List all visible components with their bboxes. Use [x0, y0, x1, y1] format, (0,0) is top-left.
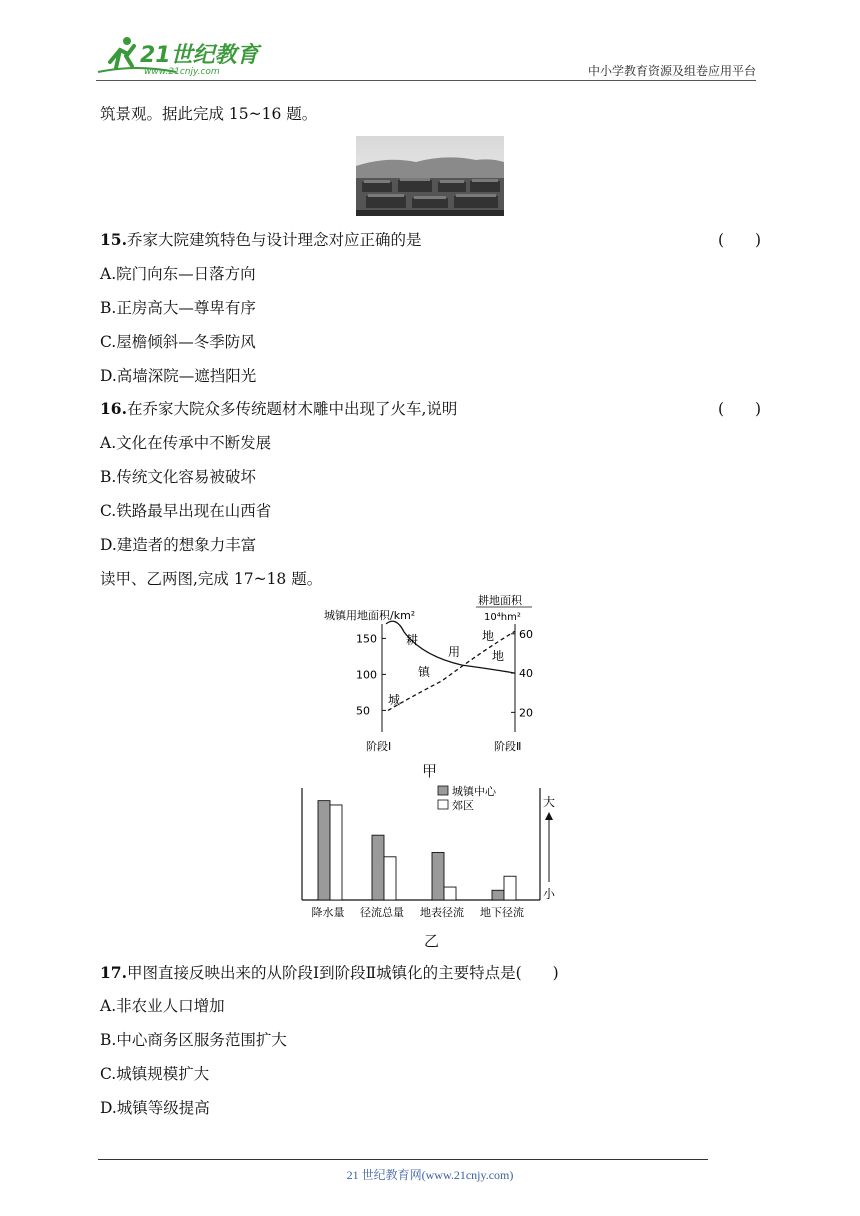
- figure-a-line-chart: [320, 592, 540, 757]
- left-tick-label: 100: [356, 668, 377, 682]
- q17-option-c: C.城镇规模扩大: [100, 1065, 210, 1083]
- q17-number: 17.: [100, 963, 127, 982]
- figure-b-bar-chart: [290, 782, 570, 922]
- bar-suburb: [504, 876, 516, 900]
- intro-line: 筑景观。据此完成 15~16 题。: [100, 105, 318, 123]
- bar-suburb: [384, 857, 396, 900]
- category-label: 地表径流: [420, 906, 464, 919]
- bar-suburb: [444, 887, 456, 900]
- bar-urban-center: [492, 890, 504, 900]
- category-label: 降水量: [311, 906, 345, 919]
- right-tick-label: 20: [519, 706, 533, 720]
- farmland-label-2: 地: [482, 629, 495, 643]
- header-platform-text: 中小学教育资源及组卷应用平台: [587, 64, 756, 78]
- q15-text: 乔家大院建筑特色与设计理念对应正确的是: [126, 231, 422, 249]
- figure-a-caption: 甲: [422, 762, 438, 780]
- q17-option-d: D.城镇等级提高: [100, 1099, 210, 1117]
- q16-option-a: A.文化在传承中不断发展: [100, 434, 272, 452]
- legend-urban-center: 城镇中心: [452, 785, 496, 798]
- q15-option-d: D.高墙深院—遮挡阳光: [100, 367, 257, 385]
- site-logo: [96, 34, 266, 78]
- q15-answer-paren: ( ): [718, 231, 762, 249]
- bar-urban-center: [432, 852, 444, 900]
- logo-text: 21世纪教育: [140, 43, 259, 68]
- right-axis-label-top: 耕地面积: [478, 594, 522, 607]
- legend-swatch-urban-center: [438, 786, 448, 795]
- page-header: [96, 34, 756, 80]
- x-label-stage-1: 阶段Ⅰ: [366, 740, 392, 753]
- q15-number: 15.: [100, 230, 127, 249]
- right-tick-label: 40: [519, 667, 533, 681]
- header-divider: [96, 80, 756, 81]
- q15-option-b: B.正房高大—尊卑有序: [100, 299, 256, 317]
- page-footer: 21 世纪教育网(www.21cnjy.com): [346, 1168, 514, 1182]
- bar-urban-center: [318, 801, 330, 900]
- q16-option-b: B.传统文化容易被破坏: [100, 468, 256, 486]
- legend-swatch-suburb: [438, 800, 448, 809]
- footer-divider: [98, 1159, 708, 1160]
- q16-option-d: D.建造者的想象力丰富: [100, 536, 257, 554]
- q16-text: 在乔家大院众多传统题材木雕中出现了火车,说明: [126, 400, 458, 418]
- q16-stem: [100, 399, 457, 419]
- courtyard-photo: [356, 136, 504, 216]
- category-label: 地下径流: [480, 906, 524, 919]
- left-axis-label: 城镇用地面积/km²: [324, 609, 416, 622]
- urban-label-3: 用: [448, 645, 461, 659]
- category-label: 径流总量: [360, 906, 404, 919]
- bar-urban-center: [372, 835, 384, 900]
- left-tick-label: 50: [356, 704, 370, 718]
- read-instruction: 读甲、乙两图,完成 17~18 题。: [100, 570, 323, 588]
- bar-suburb: [330, 805, 342, 900]
- logo-url: www.21cnjy.com: [144, 67, 220, 77]
- x-label-stage-2: 阶段Ⅱ: [494, 740, 522, 753]
- q16-answer-paren: ( ): [718, 400, 762, 418]
- urban-label-2: 镇: [418, 665, 431, 679]
- q17-stem: [100, 963, 559, 983]
- figure-b-caption: 乙: [424, 932, 440, 950]
- right-tick-label: 60: [519, 627, 533, 641]
- q15-stem: [100, 230, 421, 250]
- axis-arrow-icon: [545, 812, 553, 820]
- q15-option-c: C.屋檐倾斜—冬季防风: [100, 333, 256, 351]
- q17-option-a: A.非农业人口增加: [100, 997, 225, 1015]
- q16-number: 16.: [100, 399, 127, 418]
- axis-top-label: 大: [543, 795, 556, 809]
- farmland-label-3: 地: [492, 649, 505, 663]
- farmland-label-1: 耕: [406, 633, 419, 647]
- q17-option-b: B.中心商务区服务范围扩大: [100, 1031, 287, 1049]
- urban-label-1: 城: [388, 693, 401, 707]
- legend-suburb: 郊区: [452, 799, 474, 812]
- axis-bottom-label: 小: [543, 887, 556, 901]
- right-axis-label-bottom: 10⁴hm²: [484, 612, 521, 623]
- q15-option-a: A.院门向东—日落方向: [100, 265, 256, 283]
- left-tick-label: 150: [356, 632, 377, 646]
- q16-option-c: C.铁路最早出现在山西省: [100, 502, 272, 520]
- q17-text: 甲图直接反映出来的从阶段Ⅰ到阶段Ⅱ城镇化的主要特点是( ): [126, 964, 559, 982]
